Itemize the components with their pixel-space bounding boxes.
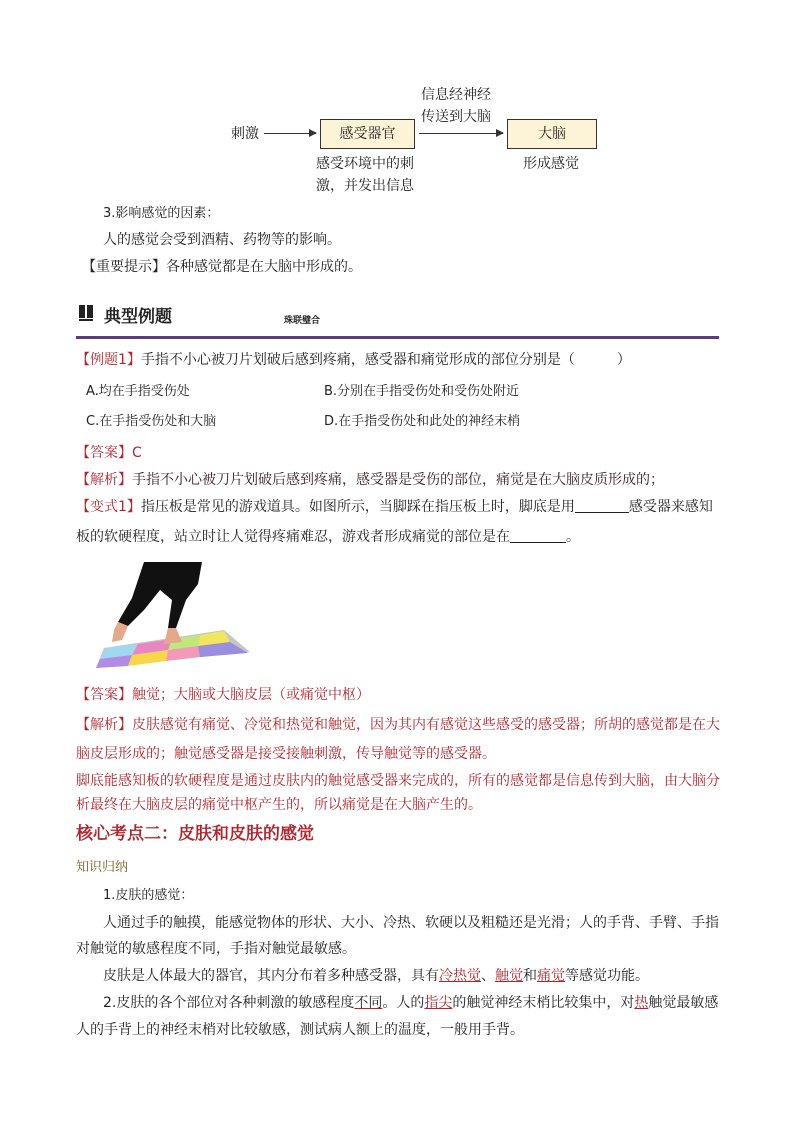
arrow-to-brain (419, 133, 503, 134)
p1-heading: 1.皮肤的感觉： (103, 888, 194, 903)
receptor-note-1: 感受环境中的刺 (316, 156, 414, 172)
core-title: 核心考点二：皮肤和皮肤的感觉 (76, 824, 314, 844)
brain-box: 大脑 (507, 119, 597, 149)
book-icon (79, 305, 93, 321)
variant1-line2: 板的软硬程度，站立时让人觉得疼痛难忍，游戏者形成痛觉的部位是在 。 (76, 529, 580, 545)
factors-heading: 3.影响感觉的因素： (103, 206, 220, 221)
signal-label-2: 传送到大脑 (421, 109, 491, 125)
acupressure-mat-image (92, 560, 252, 670)
variant1-line1: 【变式1】指压板是常见的游戏道具。如图所示，当脚踩在指压板上时，脚底是用 感受器来感知 (76, 499, 713, 515)
section-divider (76, 336, 719, 339)
section-title: 典型例题 (104, 307, 172, 327)
example1-analysis: 【解析】手指不小心被刀片划破后感到疼痛，感受器是受伤的部位，痛觉是在大脑皮质形成的； (76, 472, 664, 488)
variant1-analysis-1: 【解析】皮肤感觉有痛觉、冷觉和热觉和触觉，因为其内有感觉这些感受的感受器；所胡的感觉都是在大 (76, 717, 720, 733)
brain-note: 形成感觉 (523, 156, 579, 172)
p3-line1: 2.皮肤的各个部位对各种刺激的敏感程度不同。人的指尖的触觉神经末梢比较集中，对热触觉最敏感 (103, 995, 719, 1011)
p1-line1: 人通过手的触摸，能感觉物体的形状、大小、冷热、软硬以及粗糙还是光滑；人的手背、手臂、手指 (103, 915, 719, 931)
section-subtitle: 珠联璧合 (284, 316, 321, 326)
example1-question: 【例题1】手指不小心被刀片划破后感到疼痛，感受器和痛觉形成的部位分别是（ ） (76, 352, 631, 368)
variant1-answer: 【答案】触觉；大脑或大脑皮层（或痛觉中枢） (76, 687, 370, 703)
p1-line2: 对触觉的敏感程度不同，手指对触觉最敏感。 (76, 941, 356, 957)
example1-answer: 【答案】C (76, 445, 142, 461)
knowledge-summary: 知识归纳 (76, 860, 129, 875)
variant1-analysis-4: 析最终在大脑皮层的痛觉中枢产生的，所以痛觉是在大脑产生的。 (76, 797, 482, 813)
blank-1[interactable] (575, 498, 629, 513)
arrow-to-receptor (264, 133, 316, 134)
receptor-note-2: 激，并发出信息 (316, 178, 414, 194)
important-tip: 【重要提示】各种感觉都是在大脑中形成的。 (82, 259, 362, 275)
blank-2[interactable] (510, 528, 566, 543)
receptor-box: 感受器官 (320, 119, 415, 149)
variant1-analysis-2: 脑皮层形成的；触觉感受器是接受接触刺激，传导触觉等的感受器。 (76, 746, 496, 762)
variant1-analysis-3: 脚底能感知板的软硬程度是通过皮肤内的触觉感受器来完成的，所有的感觉都是信息传到大脑，由大脑分 (76, 773, 720, 789)
option-c: C.在手指受伤处和大脑 (86, 414, 217, 429)
signal-label-1: 信息经神经 (421, 87, 491, 103)
p3-line2: 人的手背上的神经末梢对比较敏感，测试病人额上的温度，一般用手背。 (76, 1022, 524, 1038)
stimulus-label: 刺激 (231, 126, 259, 142)
p2-line: 皮肤是人体最大的器官，其内分布着多种感受器，具有冷热觉、触觉和痛觉等感觉功能。 (103, 968, 649, 984)
factors-text: 人的感觉会受到酒精、药物等的影响。 (103, 232, 341, 248)
option-b: B.分别在手指受伤处和受伤处附近 (324, 384, 520, 399)
option-d: D.在手指受伤处和此处的神经末梢 (324, 414, 521, 429)
option-a: A.均在手指受伤处 (86, 384, 190, 399)
